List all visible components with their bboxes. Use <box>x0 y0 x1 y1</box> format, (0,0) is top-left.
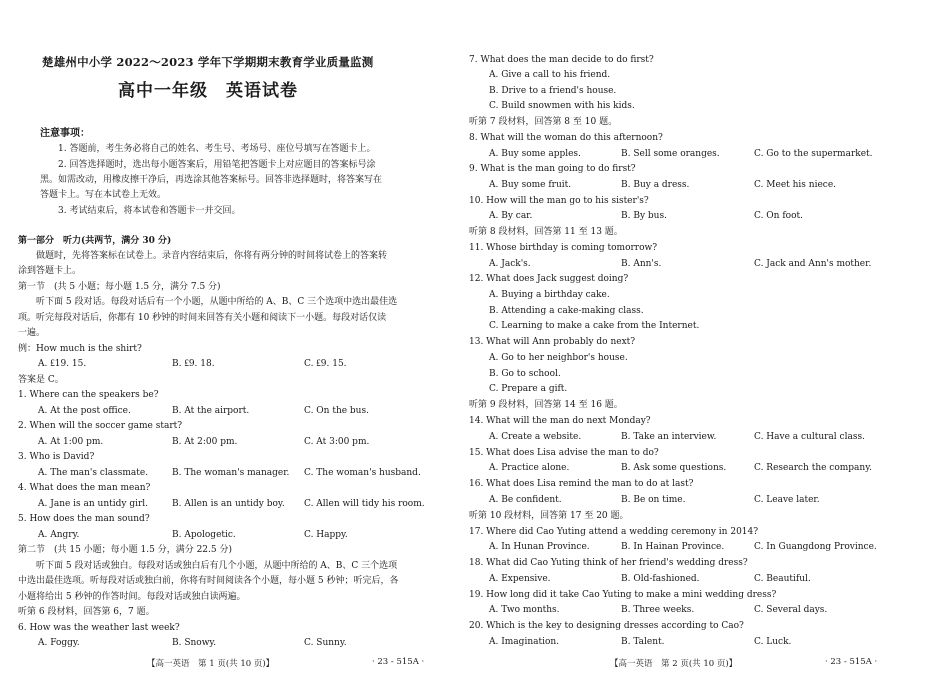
question-19: 19. How long did it take Cao Yuting to make a mini wedding dress? <box>469 590 777 600</box>
question-14: 14. What will the man do next Monday? <box>469 416 651 426</box>
footer-code: · 23 - 515A · <box>372 657 425 667</box>
option-19a: A. Two months. <box>489 605 560 615</box>
option-9c: C. Meet his niece. <box>754 180 837 190</box>
exam-title-line1: 楚雄州中小学 2022～2023 学年下学期期末教育学业质量监测 <box>42 55 374 69</box>
page-right <box>463 0 926 700</box>
para10-instruction: 听第 10 段材料，回答第 17 至 20 题。 <box>469 511 629 521</box>
option-18c: C. Beautiful. <box>754 574 811 584</box>
option-9a: A. Buy some fruit. <box>489 180 572 190</box>
option-8b: B. Sell some oranges. <box>621 149 720 159</box>
para7-instruction: 听第 7 段材料，回答第 8 至 10 题。 <box>469 117 618 127</box>
section1-heading: 第一节 (共 5 小题；每小题 1.5 分，满分 7.5 分) <box>18 282 221 292</box>
option-1c: C. On the bus. <box>304 406 369 416</box>
section1-intro: 听下面 5 段对话。每段对话后有一个小题，从题中所给的 A、B、C 三个选项中选出最佳选 <box>36 297 398 307</box>
example-question: 例：How much is the shirt? <box>18 344 142 354</box>
notice-line: 答题卡上。写在本试卷上无效。 <box>40 190 167 200</box>
notice-heading: 注意事项： <box>40 128 90 139</box>
option-20a: A. Imagination. <box>489 637 560 647</box>
section2-heading: 第二节 (共 15 小题；每小题 1.5 分，满分 22.5 分) <box>18 545 232 555</box>
footer-code: · 23 - 515A · <box>825 657 878 667</box>
option-16a: A. Be confident. <box>489 495 562 505</box>
option-11a: A. Jack's. <box>489 259 531 269</box>
option-7a: A. Give a call to his friend. <box>489 70 611 80</box>
option-3c: C. The woman's husband. <box>304 468 421 478</box>
option-11b: B. Ann's. <box>621 259 662 269</box>
section2-intro: 听下面 5 段对话或独白。每段对话或独白后有几个小题，从题中所给的 A、B、C 三个选项 <box>36 561 398 571</box>
option-17b: B. In Hainan Province. <box>621 542 725 552</box>
option-10c: C. On foot. <box>754 211 803 221</box>
question-8: 8. What will the woman do this afternoon? <box>469 133 663 143</box>
footer-page-label: 【高一英语 第 2 页(共 10 页)】 <box>610 659 738 669</box>
option-13a: A. Go to her neighbor's house. <box>489 353 628 363</box>
question-10: 10. How will the man go to his sister's? <box>469 196 649 206</box>
option-14b: B. Take an interview. <box>621 432 717 442</box>
question-12: 12. What does Jack suggest doing? <box>469 274 629 284</box>
example-option-c: C. ₤9. 15. <box>304 359 347 369</box>
option-5a: A. Angry. <box>38 530 80 540</box>
option-18b: B. Old-fashioned. <box>621 574 700 584</box>
option-13b: B. Go to school. <box>489 369 561 379</box>
section1-intro: 一遍。 <box>18 328 46 338</box>
option-10b: B. By bus. <box>621 211 667 221</box>
option-15b: B. Ask some questions. <box>621 463 727 473</box>
question-6: 6. How was the weather last week? <box>18 623 180 633</box>
part1-intro: 做题时，先将答案标在试卷上。录音内容结束后，你将有两分钟的时间将试卷上的答案转 <box>36 251 388 261</box>
para8-instruction: 听第 8 段材料，回答第 11 至 13 题。 <box>469 227 623 237</box>
option-12c: C. Learning to make a cake from the Internet. <box>489 321 700 331</box>
footer-page-label: 【高一英语 第 1 页(共 10 页)】 <box>147 659 275 669</box>
question-9: 9. What is the man going to do first? <box>469 164 636 174</box>
option-5b: B. Apologetic. <box>172 530 236 540</box>
option-3a: A. The man's classmate. <box>38 468 149 478</box>
question-15: 15. What does Lisa advise the man to do? <box>469 448 659 458</box>
option-10a: A. By car. <box>489 211 533 221</box>
option-11c: C. Jack and Ann's mother. <box>754 259 872 269</box>
option-13c: C. Prepare a gift. <box>489 384 568 394</box>
notice-line: 1. 答题前，考生务必将自己的姓名、考生号、考场号、座位号填写在答题卡上。 <box>58 144 376 154</box>
option-17a: A. In Hunan Province. <box>489 542 590 552</box>
notice-line: 3. 考试结束后，将本试卷和答题卡一并交回。 <box>58 206 241 216</box>
question-5: 5. How does the man sound? <box>18 514 150 524</box>
example-option-b: B. ₤9. 18. <box>172 359 215 369</box>
option-1b: B. At the airport. <box>172 406 250 416</box>
option-4c: C. Allen will tidy his room. <box>304 499 425 509</box>
option-9b: B. Buy a dress. <box>621 180 690 190</box>
option-16b: B. Be on time. <box>621 495 686 505</box>
para9-instruction: 听第 9 段材料，回答第 14 至 16 题。 <box>469 400 623 410</box>
question-20: 20. Which is the key to designing dresses according to Cao? <box>469 621 744 631</box>
option-8c: C. Go to the supermarket. <box>754 149 873 159</box>
question-3: 3. Who is David? <box>18 452 95 462</box>
option-6a: A. Foggy. <box>38 638 80 648</box>
option-12a: A. Buying a birthday cake. <box>489 290 610 300</box>
option-20c: C. Luck. <box>754 637 792 647</box>
question-11: 11. Whose birthday is coming tomorrow? <box>469 243 658 253</box>
question-18: 18. What did Cao Yuting think of her friend's wedding dress? <box>469 558 748 568</box>
option-19c: C. Several days. <box>754 605 828 615</box>
option-19b: B. Three weeks. <box>621 605 695 615</box>
option-15a: A. Practice alone. <box>489 463 570 473</box>
option-20b: B. Talent. <box>621 637 665 647</box>
part1-intro: 涂到答题卡上。 <box>18 266 82 276</box>
option-6b: B. Snowy. <box>172 638 217 648</box>
option-3b: B. The woman's manager. <box>172 468 290 478</box>
option-4b: B. Allen is an untidy boy. <box>172 499 285 509</box>
part1-heading: 第一部分 听力(共两节，满分 30 分) <box>18 236 172 246</box>
question-7: 7. What does the man decide to do first? <box>469 55 654 65</box>
notice-line: 黑。如需改动，用橡皮擦干净后，再选涂其他答案标号。回答非选择题时，将答案写在 <box>40 175 383 185</box>
option-7b: B. Drive to a friend's house. <box>489 86 617 96</box>
option-4a: A. Jane is an untidy girl. <box>38 499 149 509</box>
option-2b: B. At 2:00 pm. <box>172 437 238 447</box>
question-2: 2. When will the soccer game start? <box>18 421 183 431</box>
section1-intro: 项。听完每段对话后，你都有 10 秒钟的时间来回答有关小题和阅读下一小题。每段对话仅读 <box>18 313 387 323</box>
notice-line: 2. 回答选择题时，选出每小题答案后，用铅笔把答题卡上对应题目的答案标号涂 <box>58 160 376 170</box>
exam-title-line2: 高中一年级 英语试卷 <box>118 81 298 101</box>
option-2c: C. At 3:00 pm. <box>304 437 370 447</box>
section2-intro: 中选出最佳选项。听每段对话或独白前，你将有时间阅读各个小题，每小题 5 秒钟；听完后，各 <box>18 576 399 586</box>
option-6c: C. Sunny. <box>304 638 347 648</box>
para6-instruction: 听第 6 段材料，回答第 6，7 题。 <box>18 607 155 617</box>
question-1: 1. Where can the speakers be? <box>18 390 159 400</box>
option-14c: C. Have a cultural class. <box>754 432 865 442</box>
option-7c: C. Build snowmen with his kids. <box>489 101 635 111</box>
option-17c: C. In Guangdong Province. <box>754 542 877 552</box>
example-option-a: A. ₤19. 15. <box>38 359 87 369</box>
option-18a: A. Expensive. <box>489 574 551 584</box>
option-5c: C. Happy. <box>304 530 348 540</box>
option-8a: A. Buy some apples. <box>489 149 581 159</box>
option-1a: A. At the post office. <box>38 406 131 416</box>
option-2a: A. At 1:00 pm. <box>38 437 104 447</box>
option-16c: C. Leave later. <box>754 495 820 505</box>
option-14a: A. Create a website. <box>489 432 582 442</box>
question-13: 13. What will Ann probably do next? <box>469 337 636 347</box>
question-17: 17. Where did Cao Yuting attend a wedding ceremony in 2014? <box>469 527 759 537</box>
option-15c: C. Research the company. <box>754 463 872 473</box>
option-12b: B. Attending a cake-making class. <box>489 306 644 316</box>
section2-intro: 小题将给出 5 秒钟的作答时间。每段对话或独白读两遍。 <box>18 592 246 602</box>
example-answer: 答案是 C。 <box>18 375 64 385</box>
question-16: 16. What does Lisa remind the man to do at last? <box>469 479 694 489</box>
question-4: 4. What does the man mean? <box>18 483 151 493</box>
